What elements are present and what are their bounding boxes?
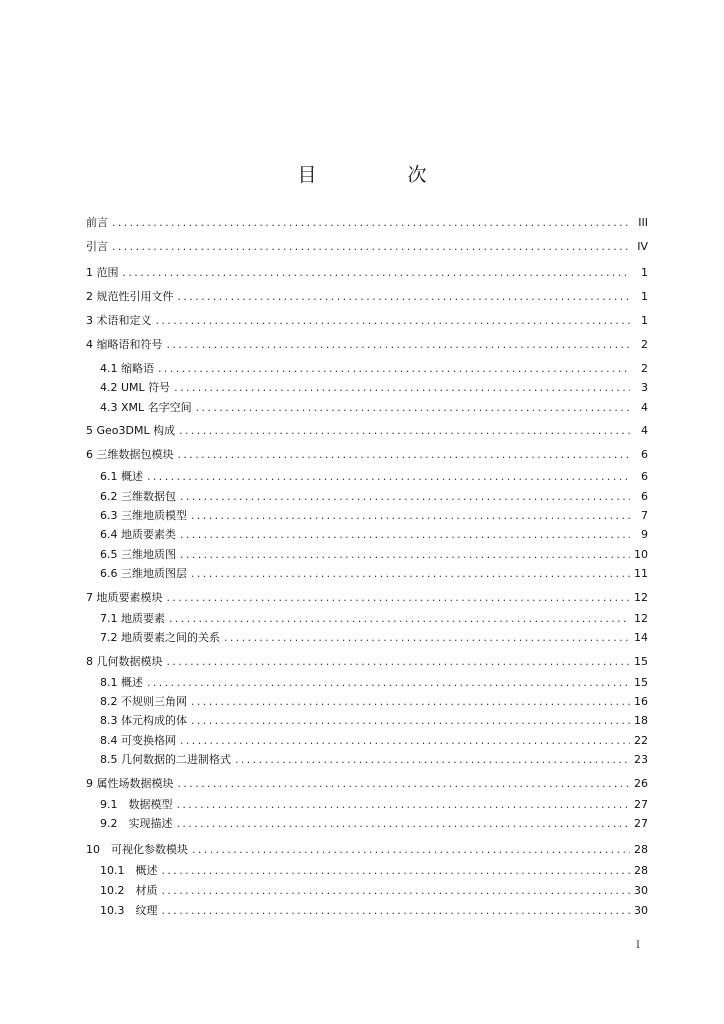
toc-entry-page-number: 23 (634, 753, 648, 766)
toc-entry[interactable] (86, 290, 648, 303)
toc-entry-page-number: 15 (634, 676, 648, 689)
toc-entry[interactable] (100, 864, 648, 877)
toc-entry-label: 5 Geo3DML 构成 (86, 424, 176, 437)
page-title: 目 次 (297, 164, 463, 186)
toc-entry-page-number: 27 (634, 817, 648, 830)
toc-entry-page-number: 14 (634, 631, 648, 644)
toc-entry-label: 6.5 三维地质图 (100, 548, 176, 561)
toc-entry-label: 10 可视化参数模块 (86, 843, 188, 856)
toc-leader-dots (180, 548, 630, 561)
toc-entry[interactable] (100, 567, 648, 580)
toc-entry[interactable] (86, 240, 648, 253)
toc-entry[interactable] (100, 904, 648, 917)
toc-entry-label: 4.3 XML 名字空间 (100, 401, 192, 414)
toc-entry-page-number: 4 (641, 401, 648, 414)
toc-leader-dots (112, 240, 630, 253)
toc-entry[interactable] (86, 655, 648, 668)
toc-entry-label: 4.1 缩略语 (100, 362, 154, 375)
toc-entry-page-number: 11 (634, 567, 648, 580)
toc-leader-dots (191, 567, 630, 580)
toc-entry[interactable] (86, 216, 648, 229)
toc-entry[interactable] (100, 528, 648, 541)
toc-entry-page-number: 1 (641, 266, 648, 279)
page-folio: I (636, 940, 640, 951)
toc-leader-dots (179, 424, 630, 437)
toc-entry-page-number: 6 (641, 470, 648, 483)
toc-leader-dots (177, 798, 631, 811)
toc-entry[interactable] (86, 843, 648, 856)
toc-entry-label: 8.4 可变换格网 (100, 734, 176, 747)
toc-entry[interactable] (86, 314, 648, 327)
toc-leader-dots (147, 676, 630, 689)
toc-entry-label: 9.1 数据模型 (100, 798, 173, 811)
toc-entry-label: 7 地质要素模块 (86, 591, 163, 604)
toc-entry-page-number: 1 (641, 314, 648, 327)
toc-leader-dots (180, 734, 630, 747)
toc-leader-dots (180, 528, 630, 541)
toc-entry-page-number: 28 (634, 864, 648, 877)
toc-entry-page-number: 10 (634, 548, 648, 561)
toc-entry-label: 6.2 三维数据包 (100, 490, 176, 503)
toc-entry[interactable] (86, 591, 648, 604)
toc-entry[interactable] (100, 695, 648, 708)
toc-entry[interactable] (100, 884, 648, 897)
toc-entry-label: 6.4 地质要素类 (100, 528, 176, 541)
toc-entry-label: 6 三维数据包模块 (86, 448, 174, 461)
toc-entry-label: 1 范围 (86, 266, 119, 279)
toc-entry-label: 4.2 UML 符号 (100, 381, 171, 394)
toc-leader-dots (180, 490, 630, 503)
toc-leader-dots (177, 817, 631, 830)
toc-entry-label: 8.1 概述 (100, 676, 143, 689)
toc-entry-label: 8.3 体元构成的体 (100, 714, 187, 727)
toc-entry-page-number: 12 (634, 591, 648, 604)
toc-entry[interactable] (100, 490, 648, 503)
toc-leader-dots (224, 631, 630, 644)
toc-entry-page-number: 26 (634, 777, 648, 790)
toc-entry[interactable] (100, 734, 648, 747)
toc-entry-label: 9.2 实现描述 (100, 817, 173, 830)
toc-leader-dots (162, 884, 631, 897)
toc-entry[interactable] (86, 266, 648, 279)
toc-entry[interactable] (100, 798, 648, 811)
toc-entry-label: 6.1 概述 (100, 470, 143, 483)
toc-entry[interactable] (100, 817, 648, 830)
toc-entry-page-number: 30 (634, 904, 648, 917)
toc-leader-dots (162, 864, 631, 877)
toc-entry-page-number: 2 (641, 338, 648, 351)
toc-entry[interactable] (86, 424, 648, 437)
toc-leader-dots (158, 362, 630, 375)
toc-leader-dots (196, 401, 630, 414)
toc-leader-dots (191, 714, 630, 727)
toc-entry-label: 前言 (86, 216, 108, 229)
toc-entry[interactable] (86, 338, 648, 351)
toc-entry[interactable] (100, 401, 648, 414)
toc-leader-dots (123, 266, 631, 279)
toc-entry-label: 8.5 几何数据的二进制格式 (100, 753, 231, 766)
toc-entry[interactable] (100, 509, 648, 522)
toc-leader-dots (192, 843, 630, 856)
toc-leader-dots (167, 655, 631, 668)
toc-entry[interactable] (100, 676, 648, 689)
toc-entry-label: 9 属性场数据模块 (86, 777, 174, 790)
toc-leader-dots (174, 381, 630, 394)
toc-entry-label: 2 规范性引用文件 (86, 290, 174, 303)
toc-entry-label: 7.1 地质要素 (100, 612, 165, 625)
toc-entry-page-number: 18 (634, 714, 648, 727)
toc-entry-page-number: 1 (641, 290, 648, 303)
toc-entry-page-number: 16 (634, 695, 648, 708)
toc-leader-dots (169, 612, 630, 625)
toc-leader-dots (162, 904, 631, 917)
toc-entry-page-number: 28 (634, 843, 648, 856)
toc-entry-label: 10.3 纹理 (100, 904, 158, 917)
toc-entry-page-number: 27 (634, 798, 648, 811)
toc-leader-dots (178, 777, 631, 790)
toc-entry-label: 4 缩略语和符号 (86, 338, 163, 351)
toc-entry-label: 7.2 地质要素之间的关系 (100, 631, 220, 644)
toc-leader-dots (178, 448, 631, 461)
toc-entry-page-number: 9 (641, 528, 648, 541)
toc-leader-dots (167, 591, 631, 604)
toc-leader-dots (112, 216, 630, 229)
toc-entry[interactable] (86, 777, 648, 790)
toc-entry-page-number: III (638, 216, 648, 229)
toc-entry[interactable] (100, 631, 648, 644)
toc-entry[interactable] (100, 362, 648, 375)
toc-entry-page-number: 22 (634, 734, 648, 747)
toc-entry[interactable] (100, 548, 648, 561)
toc-entry-label: 6.3 三维地质模型 (100, 509, 187, 522)
toc-entry-page-number: IV (637, 240, 648, 253)
toc-leader-dots (147, 470, 630, 483)
toc-entry[interactable] (100, 753, 648, 766)
toc-leader-dots (178, 290, 631, 303)
toc-entry-page-number: 15 (634, 655, 648, 668)
toc-entry-page-number: 30 (634, 884, 648, 897)
toc-entry-page-number: 3 (641, 381, 648, 394)
toc-entry[interactable] (100, 612, 648, 625)
toc-entry-label: 6.6 三维地质图层 (100, 567, 187, 580)
toc-entry-page-number: 2 (641, 362, 648, 375)
toc-leader-dots (167, 338, 631, 351)
toc-entry-label: 8.2 不规则三角网 (100, 695, 187, 708)
toc-entry-label: 10.1 概述 (100, 864, 158, 877)
toc-entry-page-number: 6 (641, 490, 648, 503)
toc-entry-label: 引言 (86, 240, 108, 253)
toc-leader-dots (191, 695, 630, 708)
toc-entry-page-number: 4 (641, 424, 648, 437)
toc-entry[interactable] (100, 714, 648, 727)
toc-entry-page-number: 6 (641, 448, 648, 461)
toc-leader-dots (191, 509, 630, 522)
toc-entry-page-number: 7 (641, 509, 648, 522)
toc-leader-dots (156, 314, 631, 327)
toc-entry-label: 8 几何数据模块 (86, 655, 163, 668)
toc-leader-dots (235, 753, 630, 766)
toc-entry-label: 3 术语和定义 (86, 314, 152, 327)
toc-entry[interactable] (100, 470, 648, 483)
toc-entry[interactable] (86, 448, 648, 461)
toc-entry-page-number: 12 (634, 612, 648, 625)
toc-entry[interactable] (100, 381, 648, 394)
toc-entry-label: 10.2 材质 (100, 884, 158, 897)
